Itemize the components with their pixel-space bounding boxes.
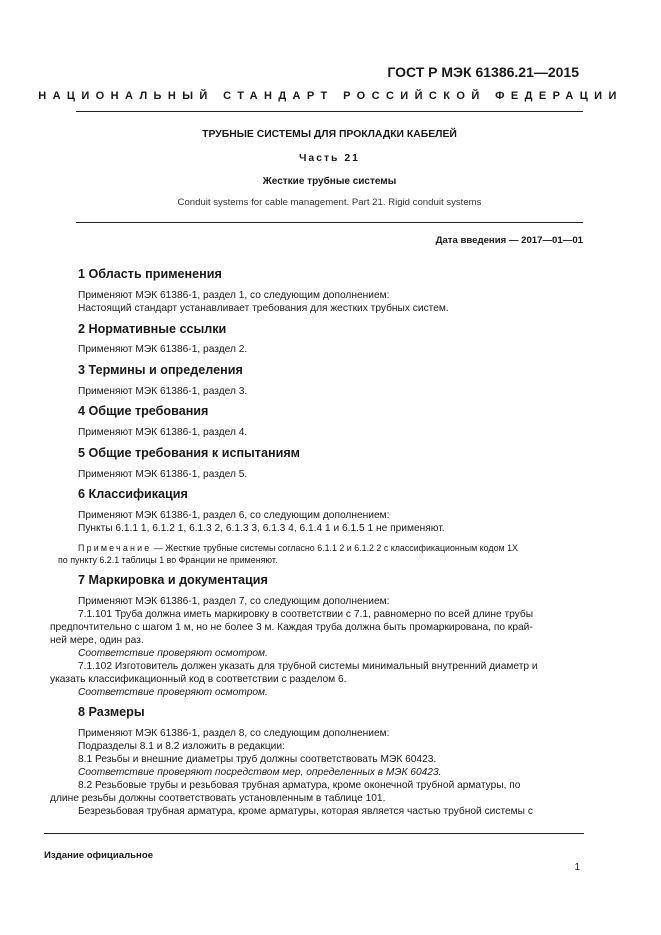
section-5-heading: 5 Общие требования к испытаниям <box>78 446 300 460</box>
paragraph-continuation: ней мере, один раз. <box>50 635 144 646</box>
paragraph: Пункты 6.1.1 1, 6.1.2 1, 6.1.3 2, 6.1.3 3, 6.1.3 4, 6.1.4 1 и 6.1.5 1 не применяют. <box>78 523 445 534</box>
paragraph: 7.1.102 Изготовитель должен указать для трубной системы минимальный внутренний диаметр и <box>78 661 538 672</box>
note <box>78 543 588 555</box>
document-subtitle: Жесткие трубные системы <box>262 176 397 187</box>
section-4-heading: 4 Общие требования <box>78 404 209 418</box>
english-title: Conduit systems for cable management. Part 21. Rigid conduit systems <box>177 197 482 208</box>
paragraph: 8.2 Резьбовые трубы и резьбовая трубная арматура, кроме оконечной трубной арматуры, по <box>78 780 521 791</box>
section-3-heading: 3 Термины и определения <box>78 363 243 377</box>
paragraph-continuation: указать классификационный код в соответствии с разделом 6. <box>50 674 347 685</box>
paragraph-continuation: предпочтительно с шагом 1 м, но не более 3 м. Каждая труба должна быть промаркирована, по край- <box>50 622 533 633</box>
paragraph: Применяют МЭК 61386-1, раздел 3. <box>78 386 248 397</box>
paragraph: Применяют МЭК 61386-1, раздел 1, со следующим дополнением: <box>78 290 390 301</box>
paragraph: Применяют МЭК 61386-1, раздел 6, со следующим дополнением: <box>78 510 390 521</box>
paragraph: Применяют МЭК 61386-1, раздел 7, со следующим дополнением: <box>78 596 390 607</box>
section-1-heading: 1 Область применения <box>78 267 222 281</box>
part-label: Часть 21 <box>299 153 360 164</box>
paragraph: Подразделы 8.1 и 8.2 изложить в редакции: <box>78 741 285 752</box>
conformity-check: Соответствие проверяют осмотром. <box>78 687 268 698</box>
section-8-heading: 8 Размеры <box>78 705 145 719</box>
section-7-heading: 7 Маркировка и документация <box>78 573 268 587</box>
document-code: ГОСТ Р МЭК 61386.21—2015 <box>387 64 579 80</box>
paragraph: Настоящий стандарт устанавливает требования для жестких трубных систем. <box>78 303 449 314</box>
paragraph: 7.1.101 Труба должна иметь маркировку в соответствии с 7.1, равномерно по всей длине трубы <box>78 609 534 620</box>
paragraph: Применяют МЭК 61386-1, раздел 8, со следующим дополнением: <box>78 728 390 739</box>
conformity-check: Соответствие проверяют осмотром. <box>78 648 268 659</box>
paragraph-continuation: длине резьбы должны соответствовать установленным в таблице 101. <box>50 793 386 804</box>
paragraph: 8.1 Резьбы и внешние диаметры труб должны соответствовать МЭК 60423. <box>78 754 437 765</box>
note-label: Примечание <box>78 543 152 553</box>
paragraph: Безрезьбовая трубная арматура, кроме арматуры, которая является частью трубной системы с <box>78 806 533 817</box>
note-continuation: по пункту 6.2.1 таблицы 1 во Франции не применяют. <box>58 555 278 565</box>
section-2-heading: 2 Нормативные ссылки <box>78 322 227 336</box>
footer-divider <box>44 833 584 834</box>
paragraph: Применяют МЭК 61386-1, раздел 4. <box>78 427 248 438</box>
official-edition-label: Издание официальное <box>44 850 154 861</box>
paragraph: Применяют МЭК 61386-1, раздел 2. <box>78 344 248 355</box>
top-divider <box>76 111 583 112</box>
introduction-date: Дата введения — 2017—01—01 <box>435 235 583 246</box>
page-number: 1 <box>574 862 580 873</box>
section-6-heading: 6 Классификация <box>78 487 188 501</box>
document-title: ТРУБНЫЕ СИСТЕМЫ ДЛЯ ПРОКЛАДКИ КАБЕЛЕЙ <box>202 129 457 140</box>
conformity-check: Соответствие проверяют посредством мер, определенных в МЭК 60423. <box>78 767 442 778</box>
title-divider <box>76 222 583 223</box>
paragraph: Применяют МЭК 61386-1, раздел 5. <box>78 469 248 480</box>
national-standard-banner: НАЦИОНАЛЬНЫЙ СТАНДАРТ РОССИЙСКОЙ ФЕДЕРАЦИИ <box>38 90 623 102</box>
note-text: — Жесткие трубные системы согласно 6.1.1 2 и 6.1.2 2 с классификационным кодом 1Х <box>151 543 518 553</box>
